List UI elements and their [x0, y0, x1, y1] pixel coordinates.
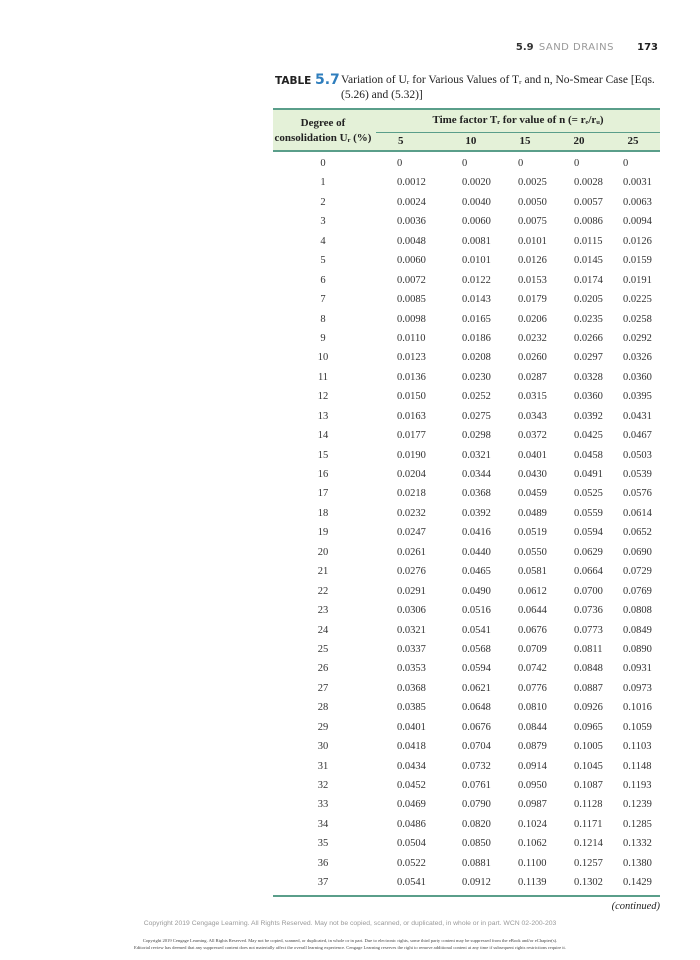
notice-line-1: Copyright 2019 Cengage Learning. All Rights Reserved. May not be copied, scanned, or duplicated, in whole or in part. Due to electronic rights, some third party content may be suppressed from the eBook and/or eChapter(s).	[142, 938, 558, 943]
time-factor-cell: 0.0050	[518, 196, 547, 208]
degree-cell: 16	[317, 469, 329, 480]
table-row	[273, 387, 660, 406]
table-row	[273, 543, 660, 562]
time-factor-cell: 0.0292	[623, 332, 652, 344]
time-factor-cell: 0.1005	[574, 741, 603, 753]
table-row	[273, 601, 660, 620]
time-factor-cell: 0.0525	[574, 488, 603, 500]
time-factor-cell: 0.1257	[574, 857, 603, 869]
time-factor-cell: 0.0163	[397, 410, 426, 422]
time-factor-cell: 0.0337	[397, 643, 426, 655]
time-factor-cell: 0.0085	[397, 294, 426, 306]
time-factor-cell: 0.0218	[397, 488, 426, 500]
table-row	[273, 212, 660, 231]
time-factor-cell: 0.0965	[574, 721, 603, 733]
time-factor-cell: 0.0115	[574, 235, 603, 247]
table-row	[273, 329, 660, 348]
table-row	[273, 504, 660, 523]
time-factor-cell: 0.1087	[574, 780, 603, 791]
time-factor-cell: 0.1062	[518, 838, 547, 850]
table-row	[273, 679, 660, 698]
degree-cell: 8	[320, 313, 326, 325]
table-row	[273, 582, 660, 601]
time-factor-cell: 0.0879	[518, 741, 547, 753]
degree-cell: 7	[320, 294, 326, 306]
time-factor-cell: 0.0704	[462, 741, 491, 753]
time-factor-cell: 0.0048	[397, 235, 426, 247]
running-head	[516, 42, 658, 53]
time-factor-cell: 0.0306	[397, 605, 426, 617]
time-factor-cell: 0.0541	[462, 624, 491, 636]
table-row	[273, 640, 660, 659]
time-factor-cell: 0.0174	[574, 274, 603, 286]
time-factor-cell: 0.0790	[462, 799, 491, 811]
time-factor-cell: 0.0503	[623, 449, 652, 461]
table-label-text: TABLE	[275, 75, 312, 87]
column-headers	[376, 135, 660, 147]
time-factor-cell: 0.0260	[518, 352, 547, 364]
time-factor-cell: 0.0729	[623, 566, 652, 578]
table-row	[273, 154, 660, 173]
time-factor-cell: 0.1332	[623, 838, 652, 850]
time-factor-cell: 0.0232	[397, 507, 426, 519]
time-factor-cell: 0.0368	[462, 488, 491, 500]
degree-cell: 23	[317, 605, 329, 617]
table-row	[273, 251, 660, 270]
time-factor-cell: 0.0458	[574, 449, 603, 461]
degree-cell: 29	[317, 721, 329, 733]
time-factor-cell: 0.0225	[623, 294, 652, 306]
time-factor-cell: 0.0418	[397, 741, 426, 753]
time-factor-cell: 0.1171	[574, 818, 603, 830]
column-header: 10	[465, 135, 477, 147]
time-factor-cell: 0.0973	[623, 682, 652, 694]
table-row	[273, 368, 660, 387]
degree-cell: 33	[317, 799, 329, 811]
table-bottom-rule	[273, 895, 660, 897]
time-factor-cell: 0.0145	[574, 255, 603, 267]
degree-cell: 6	[320, 274, 326, 286]
time-factor-cell: 0.0504	[397, 838, 426, 850]
time-factor-cell: 0.0811	[574, 643, 603, 655]
table-row	[273, 795, 660, 814]
time-factor-cell: 0.0230	[462, 371, 491, 383]
time-factor-cell: 0.0486	[397, 818, 426, 830]
time-factor-cell: 0.0326	[623, 352, 652, 364]
time-factor-cell: 0.0343	[518, 410, 547, 422]
time-factor-cell: 0.0850	[462, 838, 491, 850]
time-factor-cell: 0.1128	[574, 799, 603, 811]
time-factor-cell: 0.0612	[518, 585, 547, 597]
time-factor-cell: 0.0652	[623, 527, 652, 539]
time-factor-cell: 0.0072	[397, 274, 426, 286]
degree-cell: 13	[317, 410, 329, 422]
degree-cell: 26	[317, 663, 329, 675]
time-factor-cell: 0.0081	[462, 235, 491, 247]
degree-cell: 24	[317, 624, 329, 636]
time-factor-cell: 0.0820	[462, 818, 491, 830]
time-factor-cell: 0.0594	[462, 663, 491, 675]
time-factor-cell: 0.0315	[518, 391, 547, 403]
time-factor-cell: 0.0232	[518, 332, 547, 344]
time-factor-cell: 0.0177	[397, 430, 426, 442]
time-factor-cell: 0.0392	[574, 410, 603, 422]
degree-cell: 19	[317, 527, 329, 539]
table-header	[273, 108, 660, 152]
time-factor-cell: 0.0122	[462, 274, 491, 286]
time-factor-cell: 0.0165	[462, 313, 491, 325]
time-factor-cell: 0.0950	[518, 780, 547, 791]
time-factor-cell: 0.0126	[623, 235, 652, 247]
time-factor-cell: 0.0644	[518, 605, 547, 617]
table-row	[273, 290, 660, 309]
time-factor-cell: 0.0621	[462, 682, 491, 694]
degree-cell: 14	[317, 430, 329, 442]
time-factor-cell: 0.0776	[518, 682, 547, 694]
row-header	[273, 116, 373, 146]
time-factor-cell: 0.1100	[518, 857, 547, 869]
time-factor-cell: 0.0676	[518, 624, 547, 636]
time-factor-cell: 0.0890	[623, 643, 652, 655]
table-row	[273, 659, 660, 678]
time-factor-cell: 0.1045	[574, 760, 603, 772]
column-header: 20	[573, 135, 585, 147]
time-factor-cell: 0.0926	[574, 702, 603, 714]
degree-cell: 18	[317, 507, 329, 519]
time-factor-cell: 0.0060	[397, 255, 426, 267]
table-row	[273, 834, 660, 853]
degree-cell: 17	[317, 488, 329, 500]
time-factor-cell: 0.0143	[462, 294, 491, 306]
continued-note: (continued)	[611, 900, 660, 912]
time-factor-cell: 0.0676	[462, 721, 491, 733]
table-row	[273, 446, 660, 465]
time-factor-cell: 0.0629	[574, 546, 603, 558]
time-factor-cell: 0.0732	[462, 760, 491, 772]
time-factor-cell: 0.0036	[397, 216, 426, 228]
time-factor-cell: 0.0276	[397, 566, 426, 578]
table-row	[273, 854, 660, 873]
time-factor-cell: 0.0431	[623, 410, 652, 422]
time-factor-cell: 0.0266	[574, 332, 603, 344]
time-factor-cell: 0.0887	[574, 682, 603, 694]
group-header: Time factor Tᵣ for value of n (= rₑ/rᵤ)	[432, 114, 604, 126]
notice-line-2: Editorial review has deemed that any suppressed content does not materially affect the overall learning experience. Cengage Learning reserves the right to remove additional content at any time if subsequent rights restrictions require it.	[134, 944, 566, 950]
time-factor-cell: 0.0205	[574, 294, 603, 306]
degree-cell: 25	[317, 643, 329, 655]
time-factor-cell: 0.0298	[462, 430, 491, 442]
time-factor-cell: 0.0914	[518, 760, 547, 772]
copyright-notice	[0, 938, 700, 951]
degree-cell: 36	[317, 857, 329, 869]
time-factor-cell: 0.0769	[623, 585, 652, 597]
time-factor-cell: 0.0025	[518, 177, 547, 189]
time-factor-cell: 0.0028	[574, 177, 603, 189]
table-row	[273, 271, 660, 290]
time-factor-cell: 0.1285	[623, 818, 652, 830]
degree-cell: 21	[317, 566, 329, 578]
time-factor-cell: 0.0179	[518, 294, 547, 306]
degree-cell: 37	[317, 877, 329, 889]
time-factor-cell: 0.0328	[574, 371, 603, 383]
table-row	[273, 776, 660, 795]
time-factor-cell: 0.0191	[623, 274, 652, 286]
time-factor-cell: 0.0881	[462, 857, 491, 869]
time-factor-cell: 0.0110	[397, 332, 426, 344]
time-factor-cell: 0.0297	[574, 352, 603, 364]
time-factor-cell: 0.0931	[623, 663, 652, 675]
time-factor-cell: 0.0664	[574, 566, 603, 578]
time-factor-cell: 0.0690	[623, 546, 652, 558]
time-factor-cell: 0.0395	[623, 391, 652, 403]
time-factor-cell: 0.0489	[518, 507, 547, 519]
time-factor-cell: 0.0368	[397, 682, 426, 694]
time-factor-cell: 0.0709	[518, 643, 547, 655]
time-factor-cell: 0.0150	[397, 391, 426, 403]
time-factor-cell: 0.0247	[397, 527, 426, 539]
time-factor-cell: 0.0372	[518, 430, 547, 442]
table-row	[273, 718, 660, 737]
time-factor-cell: 0.0086	[574, 216, 603, 228]
time-factor-cell: 0.1016	[623, 702, 652, 714]
copyright-line: Copyright 2019 Cengage Learning. All Rights Reserved. May not be copied, scanned, or duplicated, in whole or in part. WCN 02-200-203	[143, 920, 557, 927]
row-header-line1: Degree of	[300, 117, 346, 129]
time-factor-cell: 0.0360	[623, 371, 652, 383]
degree-cell: 20	[317, 546, 329, 558]
table-row	[273, 815, 660, 834]
time-factor-cell: 0.0844	[518, 721, 547, 733]
time-factor-cell: 0.0159	[623, 255, 652, 267]
time-factor-cell: 0.0075	[518, 216, 547, 228]
time-factor-cell: 0.0742	[518, 663, 547, 675]
time-factor-cell: 0.0425	[574, 430, 603, 442]
time-factor-cell: 0.1139	[518, 877, 547, 889]
degree-cell: 1	[320, 177, 326, 189]
degree-cell: 11	[317, 371, 329, 383]
time-factor-cell: 0.0648	[462, 702, 491, 714]
caption-text: Variation of Uᵣ for Various Values of Tᵣ and n, No-Smear Case [Eqs. (5.26) and (5.32)]	[341, 74, 655, 101]
degree-cell: 12	[317, 391, 329, 403]
time-factor-cell: 0.0321	[397, 624, 426, 636]
time-factor-cell: 0.0491	[574, 469, 603, 480]
time-factor-cell: 0.0568	[462, 643, 491, 655]
time-factor-cell: 0.0440	[462, 546, 491, 558]
time-factor-cell: 0.0459	[518, 488, 547, 500]
time-factor-cell: 0.0287	[518, 371, 547, 383]
table-row	[273, 484, 660, 503]
time-factor-cell: 0.1239	[623, 799, 652, 811]
time-factor-cell: 0.0465	[462, 566, 491, 578]
time-factor-cell: 0.1429	[623, 877, 652, 889]
time-factor-cell: 0.0848	[574, 663, 603, 675]
time-factor-cell: 0.0321	[462, 449, 491, 461]
time-factor-cell: 0.0031	[623, 177, 652, 189]
time-factor-cell: 0.0020	[462, 177, 491, 189]
column-header: 5	[398, 135, 404, 147]
time-factor-cell: 0.0469	[397, 799, 426, 811]
time-factor-cell: 0	[623, 158, 629, 169]
degree-cell: 0	[320, 158, 326, 169]
column-header: 25	[627, 135, 639, 147]
table-caption	[275, 73, 665, 103]
degree-cell: 30	[317, 741, 329, 753]
time-factor-cell: 0.0810	[518, 702, 547, 714]
time-factor-cell: 0.0912	[462, 877, 491, 889]
time-factor-cell: 0.1148	[623, 760, 652, 772]
time-factor-cell: 0.0186	[462, 332, 491, 344]
time-factor-cell: 0.1302	[574, 877, 603, 889]
degree-cell: 10	[317, 352, 329, 364]
time-factor-cell: 0.0434	[397, 760, 426, 772]
table-row	[273, 426, 660, 445]
time-factor-cell: 0.0539	[623, 469, 652, 480]
page-number: 173	[637, 42, 658, 53]
time-factor-cell: 0.0344	[462, 469, 491, 480]
data-table	[273, 108, 660, 912]
time-factor-cell: 0.0519	[518, 527, 547, 539]
table-row	[273, 465, 660, 484]
degree-cell: 2	[320, 196, 326, 208]
time-factor-cell: 0.0190	[397, 449, 426, 461]
column-header: 15	[519, 135, 531, 147]
time-factor-cell: 0.0594	[574, 527, 603, 539]
time-factor-cell: 0.0275	[462, 410, 491, 422]
time-factor-cell: 0.0258	[623, 313, 652, 325]
table-body	[273, 152, 660, 893]
time-factor-cell: 0.0385	[397, 702, 426, 714]
time-factor-cell: 0.0490	[462, 585, 491, 597]
time-factor-cell: 0.0252	[462, 391, 491, 403]
time-factor-cell: 0.0541	[397, 877, 426, 889]
time-factor-cell: 0.0452	[397, 780, 426, 791]
time-factor-cell: 0.0040	[462, 196, 491, 208]
table-number: 5.7	[315, 72, 340, 88]
time-factor-cell: 0	[397, 158, 403, 169]
degree-cell: 28	[317, 702, 329, 714]
time-factor-cell: 0.1193	[623, 780, 652, 791]
time-factor-cell: 0.1024	[518, 818, 547, 830]
time-factor-cell: 0.0808	[623, 605, 652, 617]
time-factor-cell: 0.1380	[623, 857, 652, 869]
time-factor-cell: 0.0550	[518, 546, 547, 558]
table-row	[273, 562, 660, 581]
degree-cell: 15	[317, 449, 329, 461]
time-factor-cell: 0.1059	[623, 721, 652, 733]
time-factor-cell: 0.0401	[397, 721, 426, 733]
table-row	[273, 193, 660, 212]
table-row	[273, 873, 660, 892]
time-factor-cell: 0.0353	[397, 663, 426, 675]
degree-cell: 35	[317, 838, 329, 850]
time-factor-cell: 0.0261	[397, 546, 426, 558]
time-factor-cell: 0.0208	[462, 352, 491, 364]
time-factor-cell: 0.0467	[623, 430, 652, 442]
table-row	[273, 232, 660, 251]
time-factor-cell: 0.1103	[623, 741, 652, 753]
degree-cell: 5	[320, 255, 326, 267]
time-factor-cell: 0.0291	[397, 585, 426, 597]
time-factor-cell: 0.0206	[518, 313, 547, 325]
time-factor-cell: 0	[574, 158, 580, 169]
row-header-line2: consolidation Uᵣ (%)	[274, 132, 372, 144]
time-factor-cell: 0.0126	[518, 255, 547, 267]
degree-cell: 4	[320, 235, 326, 247]
time-factor-cell: 0.1214	[574, 838, 603, 850]
time-factor-cell: 0.0024	[397, 196, 426, 208]
time-factor-cell: 0.0559	[574, 507, 603, 519]
group-header-rule	[376, 132, 660, 133]
time-factor-cell: 0.0416	[462, 527, 491, 539]
degree-cell: 22	[317, 585, 329, 597]
time-factor-cell: 0.0098	[397, 313, 426, 325]
time-factor-cell: 0.0101	[518, 235, 547, 247]
table-row	[273, 310, 660, 329]
degree-cell: 31	[317, 760, 329, 772]
time-factor-cell: 0.0576	[623, 488, 652, 500]
time-factor-cell: 0.0736	[574, 605, 603, 617]
time-factor-cell: 0.0401	[518, 449, 547, 461]
degree-cell: 9	[320, 332, 326, 344]
time-factor-cell: 0.0153	[518, 274, 547, 286]
degree-cell: 3	[320, 216, 326, 228]
time-factor-cell: 0.0360	[574, 391, 603, 403]
time-factor-cell: 0	[518, 158, 524, 169]
time-factor-cell: 0.0204	[397, 469, 426, 480]
degree-cell: 27	[317, 682, 329, 694]
section-number: 5.9	[515, 42, 534, 53]
time-factor-cell: 0.0614	[623, 507, 652, 519]
table-row	[273, 757, 660, 776]
time-factor-cell: 0.0761	[462, 780, 491, 791]
time-factor-cell: 0.0522	[397, 857, 426, 869]
time-factor-cell: 0.0123	[397, 352, 426, 364]
table-row	[273, 737, 660, 756]
table-row	[273, 173, 660, 192]
time-factor-cell: 0.0235	[574, 313, 603, 325]
time-factor-cell: 0.0136	[397, 371, 426, 383]
degree-cell: 32	[317, 780, 329, 791]
table-row	[273, 523, 660, 542]
table-label	[275, 73, 340, 89]
time-factor-cell: 0.0987	[518, 799, 547, 811]
time-factor-cell: 0.0063	[623, 196, 652, 208]
section-title: SAND DRAINS	[538, 42, 614, 53]
time-factor-cell: 0.0516	[462, 605, 491, 617]
time-factor-cell: 0.0060	[462, 216, 491, 228]
time-factor-cell: 0.0849	[623, 624, 652, 636]
table-row	[273, 348, 660, 367]
degree-cell: 34	[317, 818, 329, 830]
time-factor-cell: 0.0430	[518, 469, 547, 480]
table-row	[273, 407, 660, 426]
time-factor-cell: 0.0700	[574, 585, 603, 597]
time-factor-cell: 0.0773	[574, 624, 603, 636]
time-factor-cell: 0.0057	[574, 196, 603, 208]
time-factor-cell: 0.0012	[397, 177, 426, 189]
time-factor-cell: 0	[462, 158, 468, 169]
time-factor-cell: 0.0094	[623, 216, 652, 228]
time-factor-cell: 0.0392	[462, 507, 491, 519]
table-row	[273, 621, 660, 640]
time-factor-cell: 0.0101	[462, 255, 491, 267]
time-factor-cell: 0.0581	[518, 566, 547, 578]
table-row	[273, 698, 660, 717]
